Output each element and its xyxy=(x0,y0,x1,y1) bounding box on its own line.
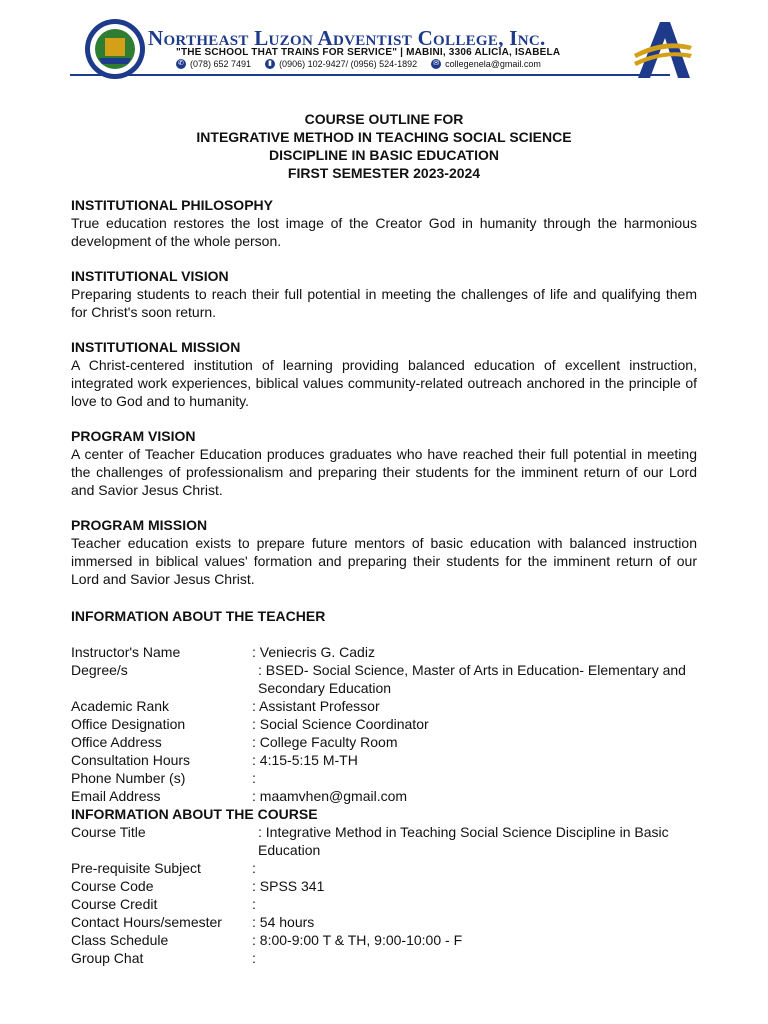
table-row xyxy=(71,643,697,661)
section-text: A Christ-centered institution of learning providing balanced education of excellent instruction, integrated work experiences, biblical values community-related outreach anchored in the principle of love to God and to humanity. xyxy=(71,357,697,409)
section-heading: INSTITUTIONAL MISSION xyxy=(71,339,241,355)
row-label: Academic Rank xyxy=(71,698,170,714)
table-row xyxy=(71,697,697,715)
section-heading: INSTITUTIONAL PHILOSOPHY xyxy=(71,197,273,213)
contact-line xyxy=(176,59,541,69)
row-value: : 54 hours xyxy=(252,914,315,930)
teacher-info-table xyxy=(71,643,697,805)
row-label: Course Code xyxy=(71,878,154,894)
table-row xyxy=(71,715,697,733)
mobile-numbers: (0906) 102-9427/ (0956) 524-1892 xyxy=(279,59,418,69)
row-value: : College Faculty Room xyxy=(252,734,398,750)
table-row xyxy=(71,949,697,967)
title-line-2: INTEGRATIVE METHOD IN TEACHING SOCIAL SCIENCE xyxy=(196,129,572,145)
letterhead xyxy=(0,0,768,96)
row-label: Consultation Hours xyxy=(71,752,191,768)
section-heading: INSTITUTIONAL VISION xyxy=(71,268,229,284)
section-program-vision xyxy=(71,427,697,499)
row-label: Degree/s xyxy=(71,662,128,678)
section-heading: PROGRAM MISSION xyxy=(71,517,208,533)
phone-contact xyxy=(176,59,251,69)
title-line-4: FIRST SEMESTER 2023-2024 xyxy=(287,165,481,181)
row-label: Office Address xyxy=(71,734,162,750)
table-row xyxy=(71,769,697,787)
section-text: Preparing students to reach their full potential in meeting the challenges of life and qualifying them for Christ's soon return. xyxy=(71,286,697,320)
row-value: : maamvhen@gmail.com xyxy=(252,788,408,804)
table-row xyxy=(71,661,697,697)
row-value: : xyxy=(252,896,256,912)
section-text: A center of Teacher Education produces graduates who have reached their full potential in meeting the challenges of professionalism and preparing their students for the imminent return of our Lord and Savior Jesus Christ. xyxy=(71,446,697,498)
a-logo xyxy=(630,20,694,80)
table-row xyxy=(71,895,697,913)
row-label: Class Schedule xyxy=(71,932,169,948)
course-info-table xyxy=(71,823,697,967)
row-label: Contact Hours/semester xyxy=(71,914,222,930)
row-value: : Integrative Method in Teaching Social Science Discipline in Basic Education xyxy=(258,824,669,858)
row-label: Course Credit xyxy=(71,896,158,912)
row-label: Email Address xyxy=(71,788,161,804)
teacher-info-heading: INFORMATION ABOUT THE TEACHER xyxy=(71,608,326,624)
section-program-mission xyxy=(71,516,697,588)
table-row xyxy=(71,859,697,877)
school-email: collegenela@gmail.com xyxy=(445,59,541,69)
row-value: : xyxy=(252,950,256,966)
phone-icon: ✆ xyxy=(176,59,186,69)
row-value: : BSED- Social Science, Master of Arts in Education- Elementary and Secondary Education xyxy=(258,662,686,696)
table-row xyxy=(71,877,697,895)
row-label: Office Designation xyxy=(71,716,186,732)
email-icon: ✉ xyxy=(431,59,441,69)
row-value: : Social Science Coordinator xyxy=(252,716,429,732)
table-row xyxy=(71,931,697,949)
row-value: : xyxy=(252,770,256,786)
mobile-contact xyxy=(265,59,417,69)
school-motto-address: "THE SCHOOL THAT TRAINS FOR SERVICE" | MABINI, 3306 ALICIA, ISABELA xyxy=(176,47,561,58)
section-text: Teacher education exists to prepare future mentors of basic education with balanced instruction immersed in biblical values' formation and preparing their students for the imminent return of our Lord and Savior Jesus Christ. xyxy=(71,535,697,587)
table-row xyxy=(71,823,697,859)
title-line-3: DISCIPLINE IN BASIC EDUCATION xyxy=(269,147,499,163)
mobile-icon: ▮ xyxy=(265,59,275,69)
phone-number: (078) 652 7491 xyxy=(190,59,252,69)
row-value: : 4:15-5:15 M-TH xyxy=(252,752,358,768)
row-label: Group Chat xyxy=(71,950,144,966)
section-institutional-philosophy xyxy=(71,196,697,250)
header-divider xyxy=(70,74,670,76)
row-label: Instructor's Name xyxy=(71,644,181,660)
row-value: : Veniecris G. Cadiz xyxy=(252,644,375,660)
section-text: True education restores the lost image of the Creator God in humanity through the harmonious development of the whole person. xyxy=(71,215,697,249)
row-value: : SPSS 341 xyxy=(252,878,325,894)
row-value: : Assistant Professor xyxy=(252,698,380,714)
school-name: Northeast Luzon Adventist College, Inc. xyxy=(148,26,546,50)
row-label: Course Title xyxy=(71,824,146,840)
document-body xyxy=(71,196,697,967)
row-label: Pre-requisite Subject xyxy=(71,860,201,876)
table-row xyxy=(71,913,697,931)
table-row xyxy=(71,751,697,769)
table-row xyxy=(71,733,697,751)
seal-logo xyxy=(84,18,146,80)
row-value: : xyxy=(252,860,256,876)
section-heading: PROGRAM VISION xyxy=(71,428,196,444)
section-institutional-mission xyxy=(71,338,697,410)
row-value: : 8:00-9:00 T & TH, 9:00-10:00 - F xyxy=(252,932,463,948)
table-row xyxy=(71,787,697,805)
row-label: Phone Number (s) xyxy=(71,770,186,786)
title-line-1: COURSE OUTLINE FOR xyxy=(304,111,464,127)
section-institutional-vision xyxy=(71,267,697,321)
email-contact xyxy=(431,59,541,69)
document-title xyxy=(0,110,768,182)
course-info-heading: INFORMATION ABOUT THE COURSE xyxy=(71,806,318,822)
